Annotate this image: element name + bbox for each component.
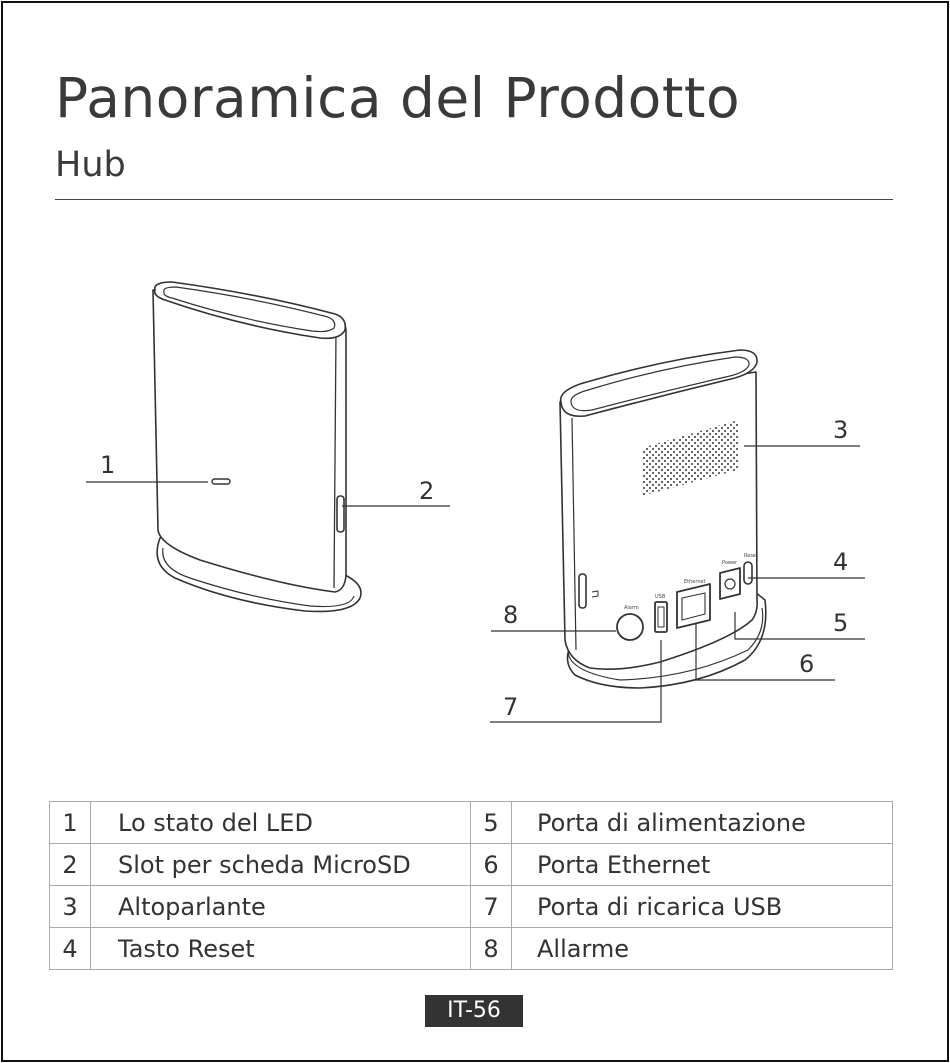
part-number: 2	[50, 844, 91, 886]
callout-4: 4	[833, 548, 849, 576]
part-label: Slot per scheda MicroSD	[91, 844, 471, 886]
hub-front-view	[153, 282, 361, 611]
table-row	[50, 886, 893, 928]
callout-5: 5	[833, 609, 849, 637]
parts-table	[49, 801, 893, 970]
alarm-label: Alarm	[624, 605, 639, 611]
part-number: 4	[50, 928, 91, 970]
part-number: 8	[471, 928, 512, 970]
power-label: Power	[722, 560, 738, 566]
callout-3: 3	[833, 416, 849, 444]
part-label: Lo stato del LED	[91, 802, 471, 844]
table-row	[50, 928, 893, 970]
part-label: Porta Ethernet	[512, 844, 893, 886]
callout-2: 2	[419, 477, 435, 505]
table-row	[50, 844, 893, 886]
part-label: Porta di alimentazione	[512, 802, 893, 844]
part-number: 5	[471, 802, 512, 844]
part-number: 7	[471, 886, 512, 928]
part-number: 6	[471, 844, 512, 886]
part-label: Porta di ricarica USB	[512, 886, 893, 928]
callout-1: 1	[100, 451, 116, 479]
ethernet-label: Ethernet	[684, 579, 706, 585]
part-number: 1	[50, 802, 91, 844]
page-subtitle: Hub	[55, 145, 126, 185]
usb-label: USB	[655, 594, 666, 600]
table-row	[50, 802, 893, 844]
callout-7: 7	[503, 693, 519, 721]
page-number: IT-56	[425, 995, 523, 1027]
part-label: Altoparlante	[91, 886, 471, 928]
part-label: Tasto Reset	[91, 928, 471, 970]
page-title: Panoramica del Prodotto	[55, 66, 741, 130]
reset-label: Reset	[744, 553, 758, 559]
callout-8: 8	[503, 601, 519, 629]
part-number: 3	[50, 886, 91, 928]
callout-6: 6	[799, 650, 815, 678]
part-label: Allarme	[512, 928, 893, 970]
